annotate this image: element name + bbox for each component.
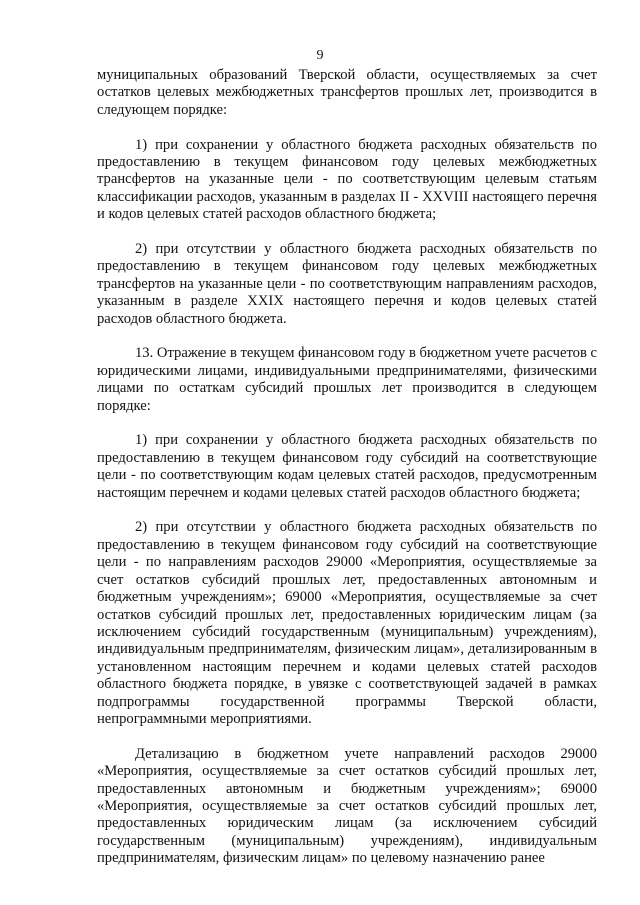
paragraph-item-13: 13. Отражение в текущем финансовом году в бюджетном учете расчетов с юридическими лицами, индивидуальными предпринимателями, физическими лицами по остаткам субсидий прошлых лет производится в следующем порядке: (97, 345, 597, 414)
paragraph-clause-2-subsidies: 2) при отсутствии у областного бюджета расходных обязательств по предоставлению в текущем финансовом году субсидий на соответствующие цели - по направлениям расходов 29000 «Мероприятия, осуществляемые за счет остатков субсидий прошлых лет, предоставленных автономным и бюджетным учреждениям»; 69000 «Мероприятия, осуществляемые за счет остатков субсидий прошлых лет, предоставленных юридическим лицам (за исключением субсидий государственным (муниципальным) учреждениям), индивидуальным предпринимателям, физическим лицам», детализированным в установленном настоящим перечнем и кодами целевых статей расходов областного бюджета порядке, в увязке с соответствующей задачей в рамках подпрограммы государственной программы Тверской области, непрограммными мероприятиями. (97, 519, 597, 727)
paragraph-continuation: муниципальных образований Тверской области, осуществляемых за счет остатков целевых межбюджетных трансфертов прошлых лет, производится в следующем порядке: (97, 67, 597, 118)
document-body (97, 67, 597, 868)
page-number: 9 (316, 48, 324, 63)
paragraph-clause-2-transfers: 2) при отсутствии у областного бюджета расходных обязательств по предоставлению в текущем финансовом году целевых межбюджетных трансфертов на указанные цели - по соответствующим направлениям расходов, указанным в разделе XXIX настоящего перечня и кодов целевых статей расходов областного бюджета. (97, 241, 597, 327)
paragraph-detailing: Детализацию в бюджетном учете направлений расходов 29000 «Мероприятия, осуществляемые за счет остатков субсидий прошлых лет, предоставленных автономным и бюджетным учреждениям»; 69000 «Мероприятия, осуществляемые за счет остатков субсидий прошлых лет, предоставленных юридическим лицам (за исключением субсидий государственным (муниципальным) учреждениям), индивидуальным предпринимателям, физическим лицам» по целевому назначению ранее (97, 745, 597, 867)
paragraph-clause-1-transfers: 1) при сохранении у областного бюджета расходных обязательств по предоставлению в текущем финансовом году целевых межбюджетных трансфертов на указанные цели - по соответствующим целевым статьям классификации расходов, указанным в разделах II - XXVIII настоящего перечня и кодов целевых статей расходов областного бюджета; (97, 136, 597, 223)
paragraph-clause-1-subsidies: 1) при сохранении у областного бюджета расходных обязательств по предоставлению в текущем финансовом году субсидий на соответствующие цели - по соответствующим кодам целевых статей расходов, предусмотренным настоящим перечнем и кодами целевых статей расходов областного бюджета; (97, 432, 597, 501)
